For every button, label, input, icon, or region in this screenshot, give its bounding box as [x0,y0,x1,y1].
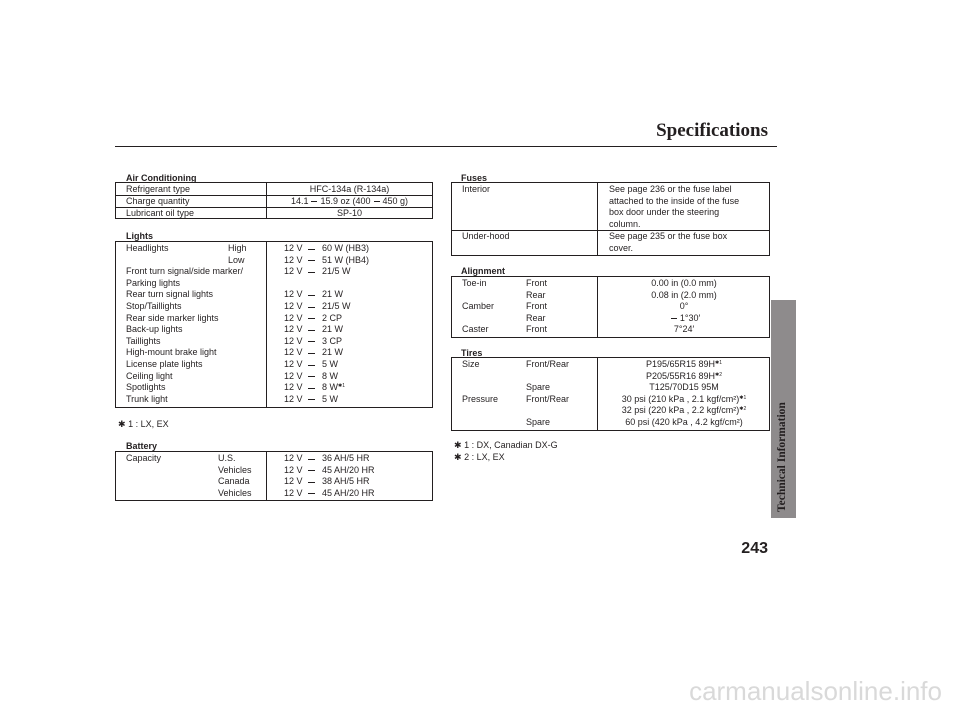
lights-value: 8 $W^{✱1}$ [322,382,345,393]
lights-item: Headlights [126,243,169,253]
fuses-table [451,182,770,256]
fuse-interior-line: See page 236 or the fuse label [609,184,732,194]
fuses-heading: Fuses [461,173,488,183]
lights-item: Stop/Taillights [126,301,182,311]
watermark: carmanualsonline.info [689,676,942,706]
fuse-interior-label: Interior [462,184,491,194]
tires-value: 32 psi (220 kPa , 2.2 kgf/cm²)$^{✱2}$ [621,405,747,416]
battery-value: 45 AH/20 HR [322,464,375,475]
page-number: 243 [741,540,768,557]
dash-separator [308,482,315,483]
tires-sub: Front/Rear [526,393,570,404]
battery-heading: Battery [126,441,158,451]
ac-value-lubricant: SP-10 [336,208,362,218]
lights-value: 60 W (HB3) [322,243,370,253]
ac-value-charge: 14.1 15.9 oz (400 450 g) [290,196,409,206]
dash-separator [308,272,315,273]
lights-item: Taillights [126,335,161,346]
lights-heading: Lights [126,231,153,241]
lights-value: 51 W (HB4) [322,254,370,265]
lights-item: High-mount brake light [126,347,217,358]
alignment-item: Camber [462,301,495,312]
tires-value: 60 psi (420 kPa , 4.2 kgf/cm²) [625,417,743,427]
lights-voltage: 12 V [284,312,303,323]
lights-voltage: 12 V [284,254,303,265]
fuse-interior-line: attached to the inside of the fuse [609,195,740,206]
battery-sub: Vehicles [218,464,252,475]
alignment-value: 0.00 in (0.0 mm) [651,278,717,288]
page-title: Specifications [656,120,768,141]
lights-item: Back-up lights [126,324,183,335]
alignment-sub: Front [526,324,548,335]
dash-separator [308,376,315,377]
dash-separator [308,341,315,342]
lights-item: Spotlights [126,382,166,393]
tires-value: P195/65R15 $89H^{✱1}$ [645,359,723,369]
alignment-value: 0° [679,301,689,312]
lights-value: 21 W [322,324,344,335]
battery-item: Capacity [126,453,162,463]
minus-sign [671,318,677,319]
lights-item: Ceiling light [126,370,173,381]
lights-footnote: ✱ 1 : LX, EX [118,419,169,429]
dash-separator [308,307,315,308]
lights-item: Front turn signal/side marker/ [126,266,244,277]
lights-value: 5 W [322,359,339,369]
tires-value: P205/55R16 $89H^{✱2}$ [645,370,723,381]
lights-voltage: 12 V [284,266,303,277]
lights-voltage: 12 V [284,347,303,358]
tires-sub: Spare [526,417,551,427]
battery-value: 38 AH/5 HR [322,476,370,487]
alignment-table [451,276,770,338]
side-tab-label: Technical Information [776,402,788,512]
lights-voltage: 12 V [284,243,303,253]
alignment-sub: Front [526,301,548,312]
battery-table [115,451,433,501]
ac-label-refrigerant: Refrigerant type [126,184,191,194]
tires-table [451,357,770,431]
lights-value: 2 CP [322,312,343,323]
air-conditioning-heading: Air Conditioning [126,173,197,183]
header-rule [115,146,777,147]
dash-separator [308,470,315,471]
alignment-value: 0.08 in (2.0 mm) [651,289,717,300]
alignment-item: Caster [462,324,489,335]
lights-item: Rear turn signal lights [126,289,214,300]
asterisk-icon: ✱ [454,440,462,450]
lights-voltage: 12 V [284,370,303,381]
battery-voltage: 12 V [284,487,303,498]
battery-sub: Vehicles [218,487,252,498]
dash-separator [308,249,315,250]
tires-sub: Spare [526,382,551,393]
fuse-underhood-line: See page 235 or the fuse box [609,231,728,241]
dash-separator [308,295,315,296]
lights-voltage: 12 V [284,359,303,369]
battery-voltage: 12 V [284,453,303,463]
battery-voltage: 12 V [284,464,303,475]
alignment-sub: Front [526,278,548,288]
fuse-interior-line: column. [609,218,641,229]
tires-value: T125/70D15 95M [649,382,719,393]
tires-item: Pressure [462,393,499,404]
dash-separator [308,318,315,319]
tires-value: 30 psi (210 kPa , 2.1 kgf/cm²)$^{✱1}$ [621,393,747,404]
lights-sub: Low [228,254,245,265]
alignment-value: 7°24′ [673,324,695,335]
ac-value-refrigerant: HFC-134a (R-134a) [309,184,390,194]
lights-voltage: 12 V [284,335,303,346]
lights-value: 21 W [322,347,344,358]
battery-value: 45 AH/20 HR [322,487,375,498]
fuse-interior-line: box door under the steering [609,207,720,218]
dash-separator [308,399,315,400]
lights-voltage: 12 V [284,324,303,335]
fuse-underhood-line: cover. [609,242,634,253]
tires-heading: Tires [461,348,483,358]
lights-value: 21/5 W [322,301,351,311]
dash-separator [308,260,315,261]
alignment-heading: Alignment [461,266,505,276]
alignment-sub: Rear [526,289,546,300]
lights-item: Rear side marker lights [126,312,219,323]
ac-label-charge: Charge quantity [126,196,190,206]
asterisk-icon: ✱ [454,452,462,462]
lights-sub: High [228,243,247,253]
tires-item: Size [462,359,480,369]
dash-separator [308,353,315,354]
air-conditioning-table [115,182,433,219]
dash-separator [308,388,315,389]
asterisk-icon: ✱ [118,419,126,429]
lights-item: License plate lights [126,359,203,369]
lights-value: 3 CP [322,335,343,346]
lights-value: 8 W [322,370,339,381]
alignment-sub: Rear [526,312,546,323]
fuse-underhood-label: Under-hood [462,231,510,241]
tires-sub: Front/Rear [526,359,570,369]
battery-sub: U.S. [218,453,236,463]
alignment-value: 1°30′ [597,313,771,325]
lights-voltage: 12 V [284,301,303,311]
lights-voltage: 12 V [284,382,303,393]
dash-separator [308,459,315,460]
battery-value: 36 AH/5 HR [322,453,370,463]
lights-value: 5 W [322,393,339,404]
tires-footnote-1: ✱ 1 : DX, Canadian DX-G [454,440,558,450]
lights-item: Parking lights [126,277,181,288]
ac-label-lubricant: Lubricant oil type [126,208,195,218]
lights-value: 21 W [322,289,344,300]
lights-table [115,241,433,408]
dash-separator [308,330,315,331]
lights-value: 21/5 W [322,266,351,277]
alignment-item: Toe-in [462,278,487,288]
lights-item: Trunk light [126,393,168,404]
battery-sub: Canada [218,476,250,487]
dash-separator [308,365,315,366]
dash-separator [308,493,315,494]
lights-voltage: 12 V [284,289,303,300]
tires-footnote-2: ✱ 2 : LX, EX [454,452,505,462]
battery-voltage: 12 V [284,476,303,487]
lights-voltage: 12 V [284,393,303,404]
